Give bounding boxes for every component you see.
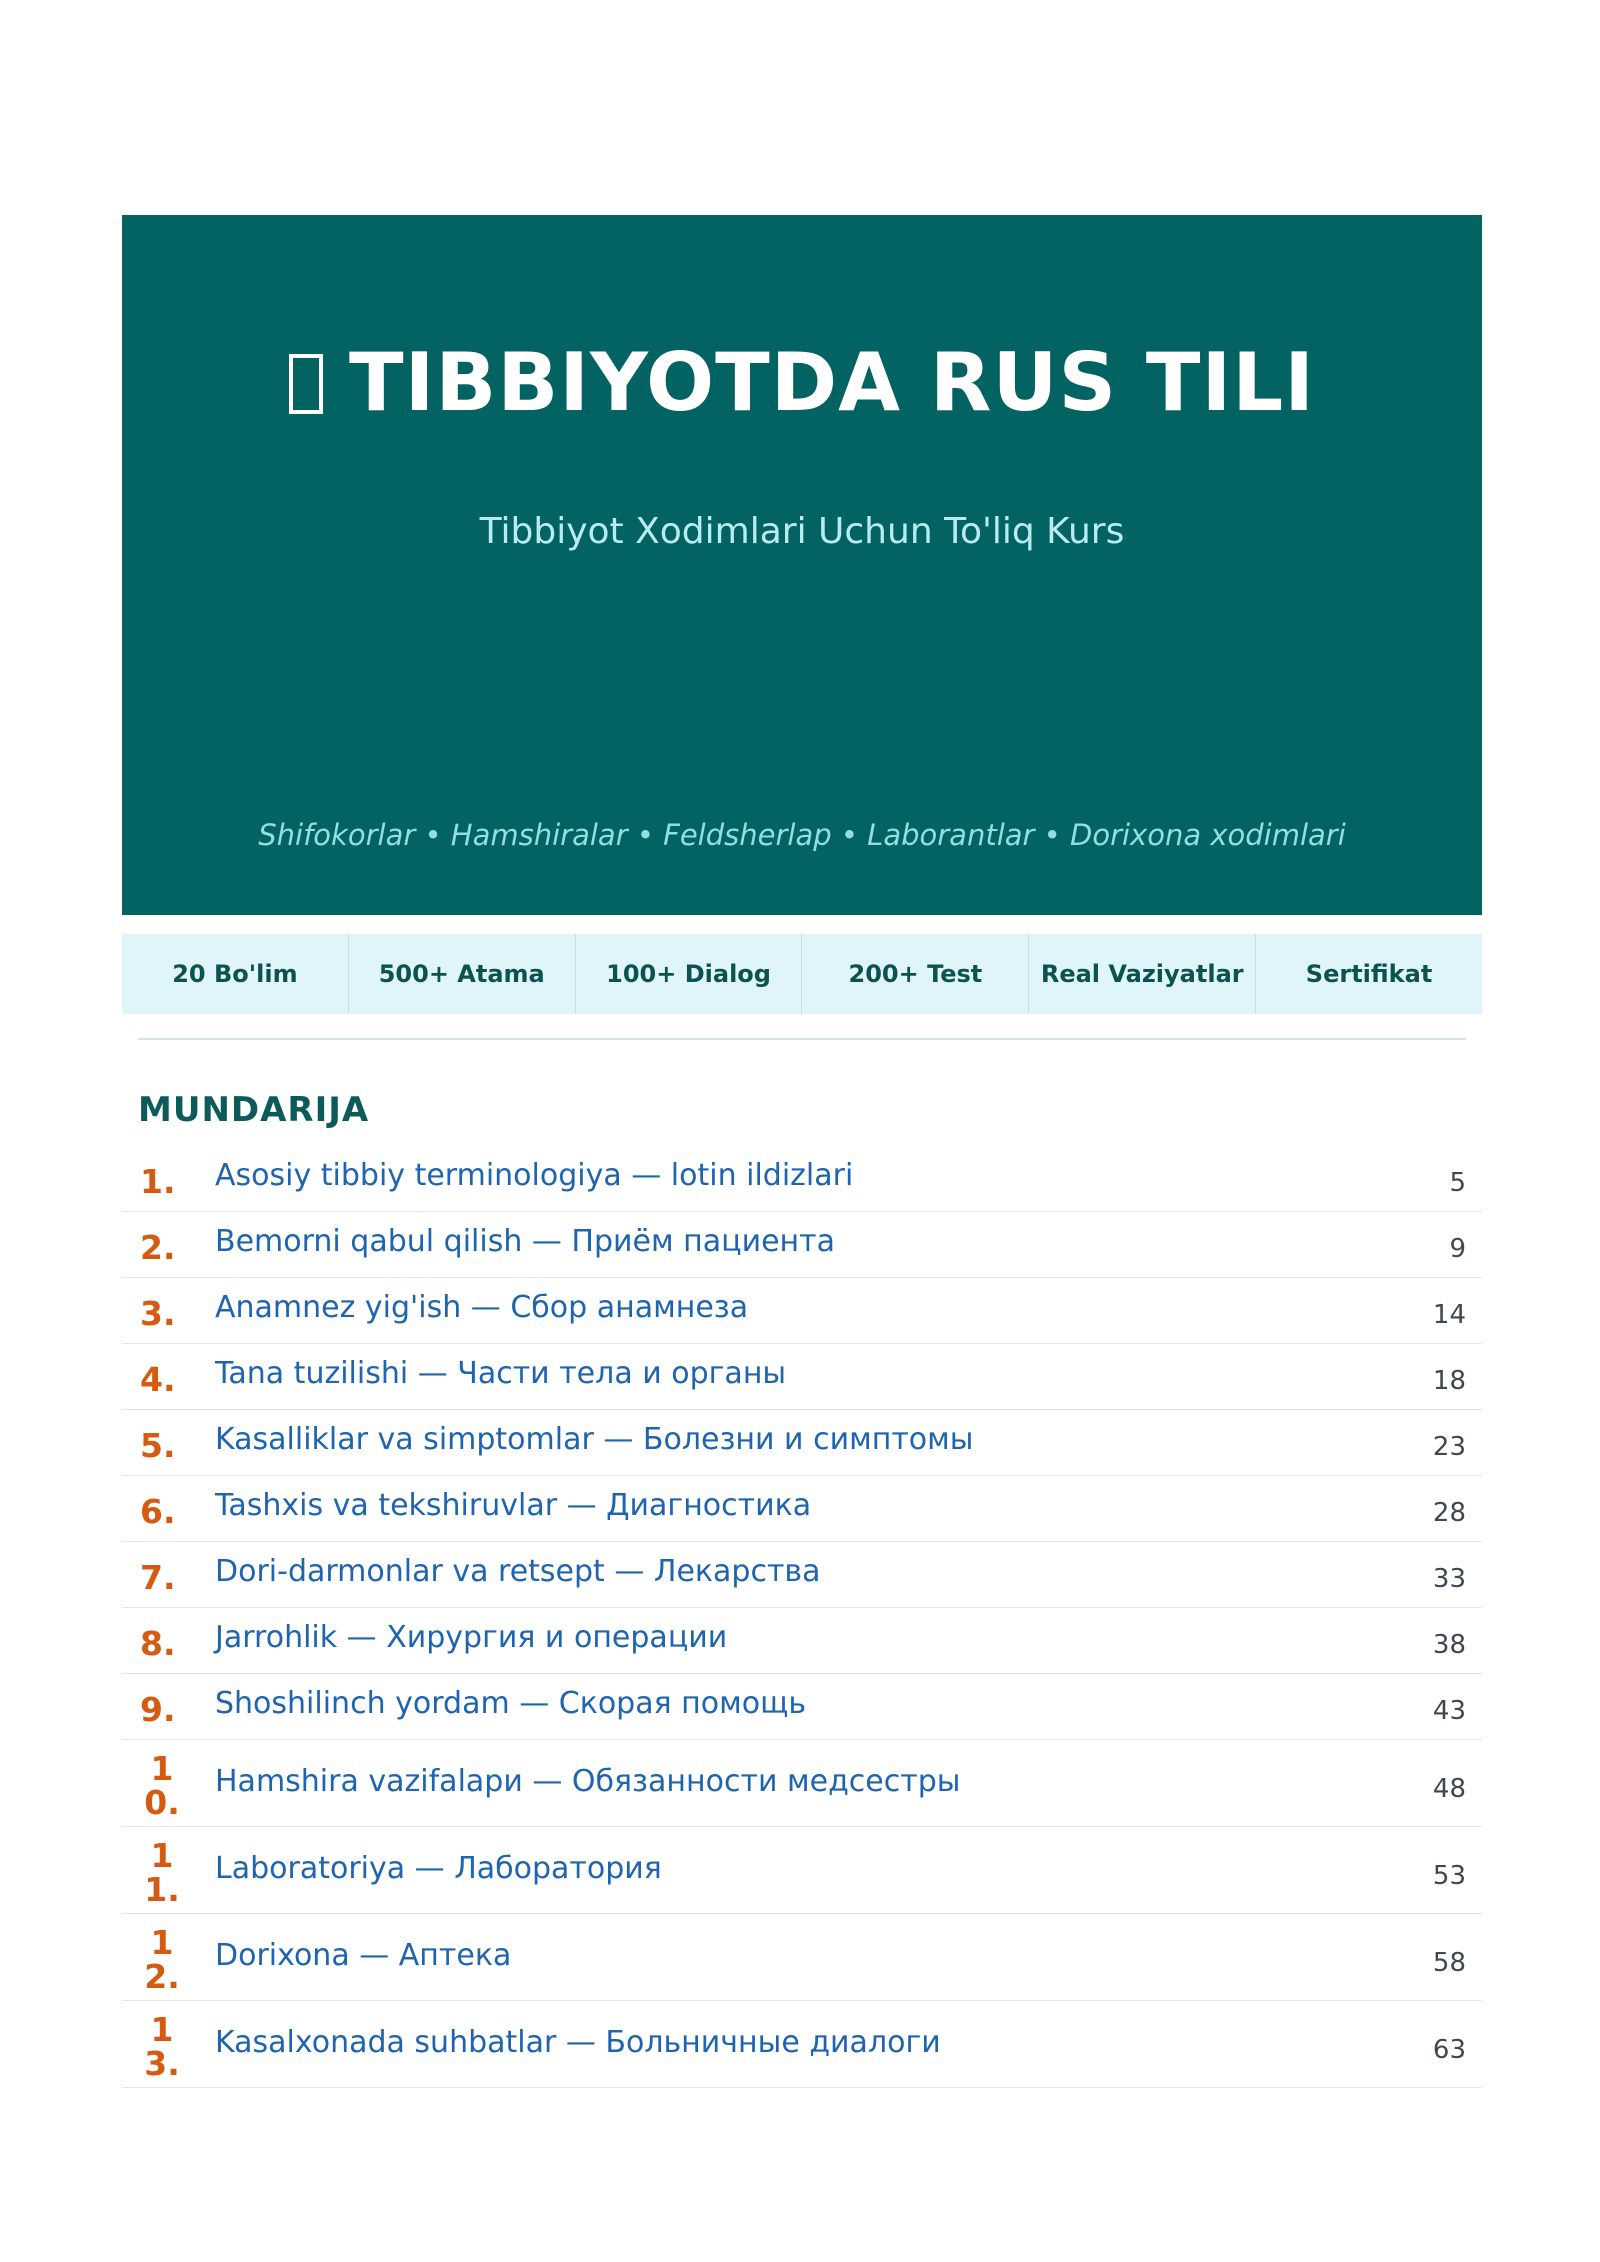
toc-entry-title[interactable]: Bemorni qabul qilish — Приём пациента	[215, 1224, 835, 1259]
toc-entry-title[interactable]: Hamshira vazifalари — Обязанности медсестры	[215, 1764, 961, 1799]
stat-dialogs: 100+ Dialog	[576, 934, 803, 1014]
toc-entry[interactable]	[122, 1212, 1482, 1278]
toc-entry-number: 2.	[140, 1228, 176, 1267]
toc-entry[interactable]	[122, 1278, 1482, 1344]
toc-entry[interactable]	[122, 1608, 1482, 1674]
toc-entry[interactable]	[122, 1542, 1482, 1608]
toc-entry-number: 7.	[140, 1558, 176, 1597]
toc-entry-title[interactable]: Tana tuzilishi — Части тела и органы	[215, 1356, 787, 1391]
stat-sections: 20 Bo'lim	[122, 934, 349, 1014]
section-divider	[138, 1038, 1466, 1040]
toc-entry-page: 33	[1432, 1564, 1466, 1594]
toc-entry-page: 58	[1432, 1948, 1466, 1978]
toc-entry-title[interactable]: Jarrohlik — Хирургия и операции	[215, 1620, 728, 1655]
toc-entry-title[interactable]: Kasalliklar va simptomlar — Болезни и симптомы	[215, 1422, 974, 1457]
toc-entry[interactable]	[122, 1914, 1482, 2001]
cover-banner	[122, 215, 1482, 915]
toc-entry-number: 13.	[144, 2010, 180, 2083]
toc-entry[interactable]	[122, 1410, 1482, 1476]
toc-entry-title[interactable]: Asosiy tibbiy terminologiya — lotin ildizlari	[215, 1158, 854, 1193]
toc-entry-number: 5.	[140, 1426, 176, 1465]
audience-line: Shifokorlar • Hamshiralar • Feldsherlap • Laborantlar • Dorixona xodimlari	[258, 818, 1346, 852]
toc-entry[interactable]	[122, 1476, 1482, 1542]
cover-title-text: TIBBIYOTDA RUS TILI	[349, 336, 1315, 429]
toc-entry-title[interactable]: Kasalxonada suhbatlar — Больничные диалоги	[215, 2025, 941, 2060]
stat-terms: 500+ Atama	[349, 934, 576, 1014]
stat-tests: 200+ Test	[802, 934, 1029, 1014]
toc-entry-page: 53	[1432, 1861, 1466, 1891]
toc-entry-page: 23	[1432, 1432, 1466, 1462]
toc-entry-title[interactable]: Anamnez yig'ish — Сбор анамнеза	[215, 1290, 749, 1325]
toc-entry-page: 9	[1449, 1234, 1466, 1264]
toc-entry-page: 48	[1432, 1774, 1466, 1804]
toc-entry-number: 10.	[144, 1749, 180, 1822]
toc-entry-title[interactable]: Laboratoriya — Лаборатория	[215, 1851, 662, 1886]
toc-entry-title[interactable]: Dori-darmonlar va retsept — Лекарства	[215, 1554, 821, 1589]
cover-subtitle: Tibbiyot Xodimlari Uchun To'liq Kurs	[479, 511, 1125, 552]
toc-entry[interactable]	[122, 1674, 1482, 1740]
toc-entry-number: 4.	[140, 1360, 176, 1399]
toc-entry-number: 12.	[144, 1923, 180, 1996]
toc-entry-number: 1.	[140, 1162, 176, 1201]
toc-entry-number: 8.	[140, 1624, 176, 1663]
toc-entry-number: 9.	[140, 1690, 176, 1729]
toc-entry-title[interactable]: Tashxis va tekshiruvlar — Диагностика	[215, 1488, 812, 1523]
toc-entry-number: 3.	[140, 1294, 176, 1333]
toc-entry-page: 38	[1432, 1630, 1466, 1660]
toc-entry-page: 14	[1432, 1300, 1466, 1330]
toc-heading: MUNDARIJA	[138, 1090, 370, 1130]
toc-entry[interactable]	[122, 1827, 1482, 1914]
toc-entry-page: 43	[1432, 1696, 1466, 1726]
toc-entry-page: 28	[1432, 1498, 1466, 1528]
toc-entry-number: 6.	[140, 1492, 176, 1531]
toc-entry-page: 5	[1449, 1168, 1466, 1198]
stat-certificate: Sertifikat	[1305, 960, 1433, 988]
features-strip	[122, 934, 1482, 1014]
toc-entry[interactable]	[122, 1740, 1482, 1827]
toc-entry-title[interactable]: Dorixona — Аптека	[215, 1938, 512, 1973]
toc-entry-page: 18	[1432, 1366, 1466, 1396]
toc-entry-number: 11.	[144, 1836, 180, 1909]
toc-entry[interactable]	[122, 2001, 1482, 2088]
toc-entry-page: 63	[1432, 2035, 1466, 2065]
toc-entry[interactable]	[122, 1146, 1482, 1212]
toc-entry-title[interactable]: Shoshilinch yordam — Скорая помощь	[215, 1686, 807, 1721]
cover-title	[122, 333, 1482, 433]
toc-entry[interactable]	[122, 1344, 1482, 1410]
stat-real-situations: Real Vaziyatlar	[1029, 934, 1256, 1014]
table-of-contents	[122, 1146, 1482, 2088]
book-icon	[289, 354, 323, 414]
